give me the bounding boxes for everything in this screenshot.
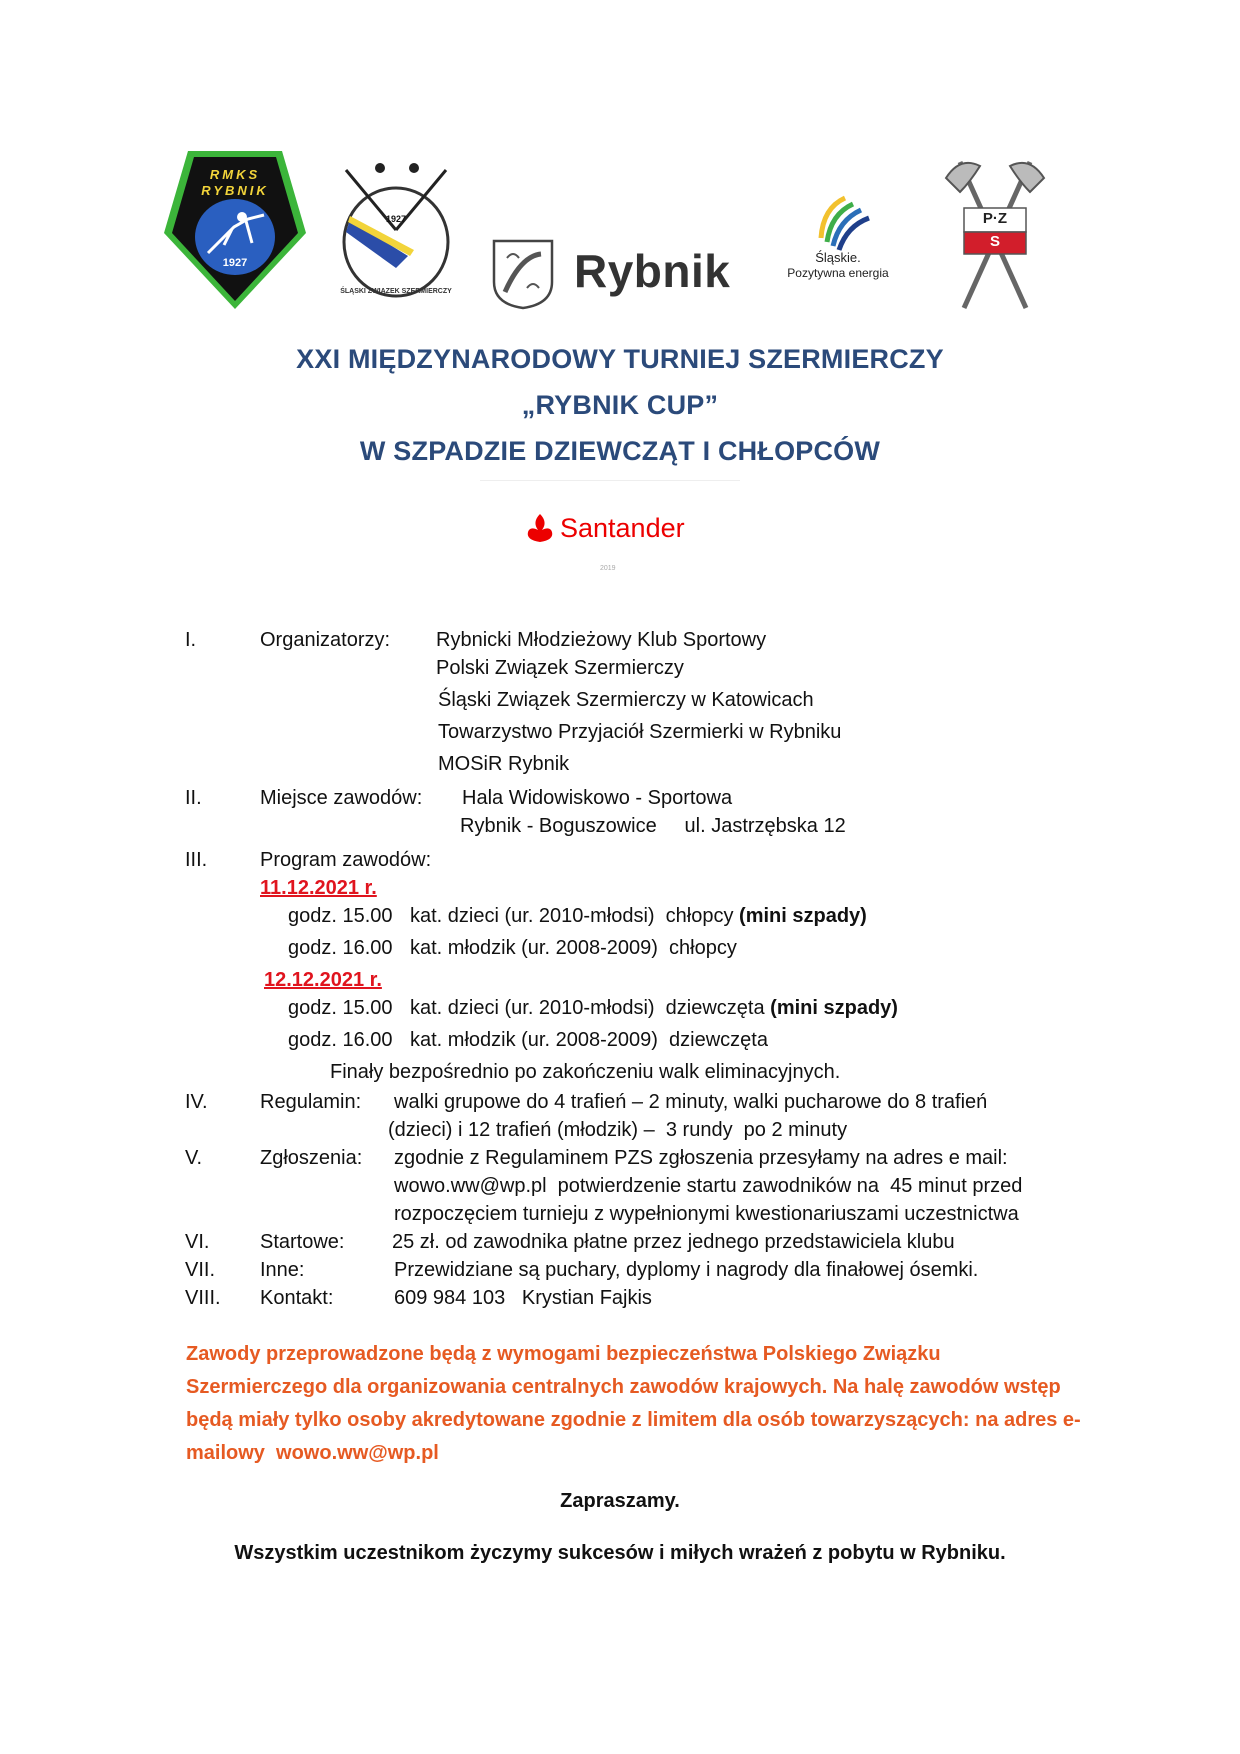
notice-line-2: Szermierczego dla organizowania centralnych zawodów krajowych. Na halę zawodów wstęp (186, 1376, 1061, 1398)
title-line-2: „RYBNIK CUP” (521, 390, 719, 420)
pzs-logo (940, 152, 1050, 312)
s6-num: VI. (185, 1231, 210, 1253)
s5-line-1: zgodnie z Regulaminem PZS zgłoszenia przesyłamy na adres e mail: (394, 1147, 1008, 1169)
s8-num: VIII. (185, 1287, 221, 1309)
pzs-bottom-text: S (989, 233, 1000, 250)
s4-num: IV. (185, 1091, 208, 1113)
s5-line-2: wowo.ww@wp.pl potwierdzenie startu zawodników na 45 minut przed (394, 1175, 1023, 1197)
d1-r2-desc: kat. młodzik (ur. 2008-2009) chłopcy (410, 937, 737, 959)
s4-line-1: walki grupowe do 4 trafień – 2 minuty, walki pucharowe do 8 trafień (394, 1091, 988, 1113)
s4-label: Regulamin: (260, 1091, 362, 1113)
s5-label: Zgłoszenia: (260, 1147, 363, 1169)
s7-label: Inne: (260, 1259, 305, 1281)
s2-label: Miejsce zawodów: (260, 787, 423, 809)
d1-r2-time: godz. 16.00 (288, 937, 393, 959)
d1-r1-bold: (mini szpady) (739, 905, 867, 927)
s1-item-3: Śląski Związek Szermierczy w Katowicach (438, 689, 814, 711)
d2-r1-time: godz. 15.00 (288, 997, 393, 1019)
s7-num: VII. (185, 1259, 216, 1281)
s3-label: Program zawodów: (260, 849, 432, 871)
szz-year-text: 1927 (385, 214, 407, 224)
s5-line-3: rozpoczęciem turnieju z wypełnionymi kwestionariuszami uczestnictwa (394, 1203, 1019, 1225)
s1-num: I. (185, 629, 197, 651)
szz-ring-text: ŚLĄSKI ZWIĄZEK SZERMIERCZY (340, 288, 452, 295)
s6-text: 25 zł. od zawodnika płatne przez jednego przedstawiciela klubu (392, 1231, 955, 1253)
s7-text: Przewidziane są puchary, dyplomy i nagrody dla finałowej ósemki. (394, 1259, 979, 1281)
slaskie-tagline-text: Pozytywna energia (787, 266, 889, 280)
santander-wordmark: Santander (560, 513, 685, 543)
rybnik-coat-of-arms-icon (491, 238, 555, 310)
rmks-top-text: RMKS (209, 167, 261, 182)
title-divider (480, 480, 740, 481)
title-line-3: W SZPADZIE DZIEWCZĄT I CHŁOPCÓW (359, 436, 881, 466)
d1-r1-text: kat. dzieci (ur. 2010-młodsi) chłopcy (410, 905, 740, 927)
notice-line-1: Zawody przeprowadzone będą z wymogami bezpieczeństwa Polskiego Związku (186, 1343, 941, 1365)
d2-r1-bold: (mini szpady) (770, 997, 898, 1019)
s8-text: 609 984 103 Krystian Fajkis (394, 1287, 652, 1309)
rmks-year-text: 1927 (222, 257, 248, 269)
s1-item-4: Towarzystwo Przyjaciół Szermierki w Rybniku (438, 721, 842, 743)
slaski-zwiazek-szermierczy-logo (336, 160, 456, 302)
rybnik-wordmark: Rybnik (574, 245, 731, 297)
d1-r1-desc (410, 904, 867, 928)
date-2: 12.12.2021 r. (264, 969, 382, 991)
s2-line-1: Hala Widowiskowo - Sportowa (462, 787, 733, 809)
santander-logo (520, 510, 720, 550)
invite-text: Zapraszamy. (560, 1490, 680, 1512)
date-1: 11.12.2021 r. (260, 877, 377, 899)
s8-label: Kontakt: (260, 1287, 334, 1309)
slaskie-name-text: Śląskie. (815, 250, 861, 265)
d2-r2-desc: kat. młodzik (ur. 2008-2009) dziewczęta (410, 1029, 768, 1051)
s1-item-2: Polski Związek Szermierczy (436, 657, 684, 679)
s3-num: III. (185, 849, 208, 871)
notice-line-3: będą miały tylko osoby akredytowane zgodnie z limitem dla osób towarzyszących: na adres e- (186, 1409, 1081, 1431)
d2-r1-desc (410, 996, 898, 1020)
d2-r2-time: godz. 16.00 (288, 1029, 393, 1051)
s2-num: II. (185, 787, 202, 809)
rmks-bottom-text: RYBNIK (201, 183, 269, 198)
s1-item-1: Rybnicki Młodzieżowy Klub Sportowy (436, 629, 767, 651)
pzs-top-text: P·Z (982, 210, 1008, 227)
rmks-rybnik-logo (160, 145, 310, 313)
s4-line-2: (dzieci) i 12 trafień (młodzik) – 3 rundy po 2 minuty (388, 1119, 848, 1141)
small-mark: 2019 (600, 565, 616, 572)
s5-num: V. (185, 1147, 203, 1169)
safety-notice (186, 1338, 1086, 1470)
s2-line-2: Rybnik - Boguszowice ul. Jastrzębska 12 (460, 815, 846, 837)
d2-r1-text: kat. dzieci (ur. 2010-młodsi) dziewczęta (410, 997, 771, 1019)
title-line-1: XXI MIĘDZYNARODOWY TURNIEJ SZERMIERCZY (296, 344, 944, 374)
slaskie-logo (783, 178, 893, 282)
wish-text: Wszystkim uczestnikom życzymy sukcesów i miłych wrażeń z pobytu w Rybniku. (234, 1542, 1006, 1564)
s1-item-5: MOSiR Rybnik (438, 753, 570, 775)
d1-r1-time: godz. 15.00 (288, 905, 393, 927)
finals-note: Finały bezpośrednio po zakończeniu walk eliminacyjnych. (330, 1061, 841, 1083)
notice-line-4: mailowy wowo.ww@wp.pl (186, 1442, 439, 1464)
s1-label: Organizatorzy: (260, 629, 391, 651)
s6-label: Startowe: (260, 1231, 345, 1253)
